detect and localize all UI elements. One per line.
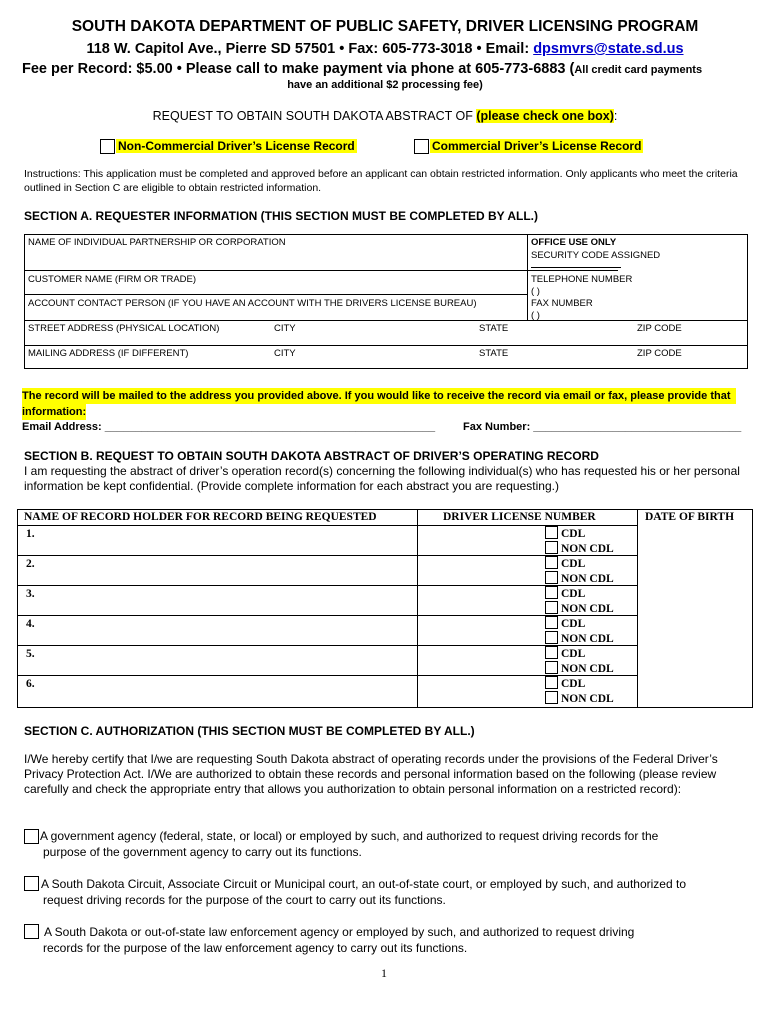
cdl-label: CDL	[561, 678, 586, 690]
fax-paren: ( )	[531, 310, 540, 321]
row-number: 2.	[26, 558, 35, 570]
license-type-option	[545, 676, 585, 691]
cdl-checkbox[interactable]	[545, 676, 558, 689]
license-type-option	[545, 631, 614, 646]
city-label: CITY	[274, 348, 296, 359]
non-cdl-label: NON CDL	[561, 633, 614, 645]
license-type-option	[545, 541, 614, 556]
account-contact-label: ACCOUNT CONTACT PERSON (IF YOU HAVE AN ACCOUNT WITH THE DRIVERS LICENSE BUREAU)	[28, 298, 477, 309]
license-type-option	[545, 526, 585, 541]
cdl-checkbox[interactable]	[545, 556, 558, 569]
cdl-label: CDL	[561, 588, 586, 600]
row-number: 5.	[26, 648, 35, 660]
gov-agency-checkbox[interactable]	[24, 829, 39, 844]
non-commercial-label: Non-Commercial Driver’s License Record	[118, 139, 355, 153]
email-address-field[interactable]: Email Address: ______________________________________________________	[22, 421, 436, 433]
email-link[interactable]: dpsmvrs@state.sd.us	[533, 41, 684, 57]
cdl-label: CDL	[561, 618, 586, 630]
non-cdl-label: NON CDL	[561, 543, 614, 555]
customer-name-label: CUSTOMER NAME (FIRM OR TRADE)	[28, 274, 197, 285]
security-code-line	[531, 267, 621, 268]
commercial-label: Commercial Driver’s License Record	[432, 139, 642, 153]
non-cdl-label: NON CDL	[561, 603, 614, 615]
law-enforcement-text: A South Dakota or out-of-state law enforcement agency or employed by such, and authorized to request driving	[44, 925, 635, 939]
non-cdl-checkbox[interactable]	[545, 541, 558, 554]
court-text-2: request driving records for the purpose of the court to carry out its functions.	[43, 893, 446, 907]
fax-label: FAX NUMBER	[531, 298, 593, 309]
court-checkbox[interactable]	[24, 876, 39, 891]
street-address-label: STREET ADDRESS (PHYSICAL LOCATION)	[28, 323, 220, 334]
cdl-checkbox[interactable]	[545, 646, 558, 659]
divider	[637, 510, 638, 707]
requester-info-table	[24, 234, 748, 369]
section-b-text: I am requesting the abstract of driver’s operation record(s) concerning the following individual(s) who has requested his or her personal information be kept confidential. (Provide complete information for each abstract you are requesting.)	[24, 464, 740, 493]
section-b-title: SECTION B. REQUEST TO OBTAIN SOUTH DAKOTA ABSTRACT OF DRIVER’S OPERATING RECORD	[24, 449, 599, 463]
non-cdl-label: NON CDL	[561, 573, 614, 585]
license-type-option	[545, 661, 614, 676]
address-fax-text: 118 W. Capitol Ave., Pierre SD 57501 • Fax: 605-773-3018 • Email:	[86, 41, 534, 57]
divider	[527, 235, 528, 321]
col-license-header: DRIVER LICENSE NUMBER	[443, 511, 596, 523]
col-name-header: NAME OF RECORD HOLDER FOR RECORD BEING REQUESTED	[24, 511, 377, 523]
telephone-paren: ( )	[531, 286, 540, 297]
mail-notice-line1: The record will be mailed to the address you provided above. If you would like to receive the record via email or fax, please provide that	[22, 388, 736, 404]
contact-line	[0, 41, 770, 57]
commercial-checkbox[interactable]	[414, 139, 429, 154]
section-a-title: SECTION A. REQUESTER INFORMATION (THIS SECTION MUST BE COMPLETED BY ALL.)	[24, 209, 539, 223]
fee-text: Fee per Record: $5.00 • Please call to make payment via phone at 605-773-6883 (	[22, 61, 575, 77]
instructions: Instructions: This application must be completed and approved before an applicant can obtain restricted information. Only applicants who meet the criteria outlined in Section C are eligible to obtain restricted information.	[24, 168, 738, 194]
request-prefix: REQUEST TO OBTAIN SOUTH DAKOTA ABSTRACT OF	[152, 109, 477, 123]
divider	[25, 270, 527, 271]
request-suffix: :	[613, 109, 618, 123]
divider	[25, 294, 527, 295]
non-cdl-checkbox[interactable]	[545, 601, 558, 614]
license-type-option	[545, 556, 585, 571]
row-number: 1.	[26, 528, 35, 540]
non-cdl-label: NON CDL	[561, 693, 614, 705]
page-number: 1	[381, 966, 387, 980]
license-type-option	[545, 586, 585, 601]
divider	[417, 510, 418, 707]
non-commercial-checkbox[interactable]	[100, 139, 115, 154]
section-c-title: SECTION C. AUTHORIZATION (THIS SECTION MUST BE COMPLETED BY ALL.)	[24, 724, 475, 738]
license-type-option	[545, 571, 614, 586]
cdl-label: CDL	[561, 528, 586, 540]
mailing-address-label: MAILING ADDRESS (IF DIFFERENT)	[28, 348, 189, 359]
cdl-checkbox[interactable]	[545, 616, 558, 629]
telephone-label: TELEPHONE NUMBER	[531, 274, 633, 285]
license-type-option	[545, 691, 614, 706]
col-dob-header: DATE OF BIRTH	[645, 511, 735, 523]
non-cdl-checkbox[interactable]	[545, 691, 558, 704]
divider	[25, 320, 747, 321]
law-enforcement-text-2: records for the purpose of the law enforcement agency to carry out its functions.	[43, 941, 468, 955]
cdl-label: CDL	[561, 558, 586, 570]
request-line	[0, 109, 770, 123]
fax-number-field[interactable]: Fax Number: __________________________________	[463, 421, 742, 433]
court-text: A South Dakota Circuit, Associate Circuit or Municipal court, an out-of-state court, or employed by such, and authorized to	[41, 877, 686, 891]
zip-label: ZIP CODE	[637, 323, 682, 334]
divider	[25, 345, 747, 346]
fee-line	[22, 61, 702, 77]
section-c-intro: I/We hereby certify that I/we are requesting South Dakota abstract of operating records under the provisions of the Federal Driver’s Privacy Protection Act. I/We are authorized to obtain these records and personal information based on the following (please review carefully and check the appropriate entry that allows you authorization to obtain personal information on a restricted record):	[24, 752, 718, 796]
state-label: STATE	[479, 348, 509, 359]
fee-line-2: have an additional $2 processing fee)	[287, 79, 483, 91]
license-type-option	[545, 616, 585, 631]
license-type-option	[545, 601, 614, 616]
cdl-checkbox[interactable]	[545, 526, 558, 539]
license-type-option	[545, 646, 585, 661]
gov-agency-text: A government agency (federal, state, or local) or employed by such, and authorized to request driving records for the	[40, 829, 659, 843]
row-number: 3.	[26, 588, 35, 600]
non-cdl-checkbox[interactable]	[545, 661, 558, 674]
state-label: STATE	[479, 323, 509, 334]
zip-label: ZIP CODE	[637, 348, 682, 359]
request-highlight: (please check one box)	[476, 109, 614, 123]
mail-notice-line2: information:	[22, 406, 87, 418]
cdl-label: CDL	[561, 648, 586, 660]
cdl-checkbox[interactable]	[545, 586, 558, 599]
city-label: CITY	[274, 323, 296, 334]
security-code-label: SECURITY CODE ASSIGNED	[531, 250, 661, 261]
non-cdl-label: NON CDL	[561, 663, 614, 675]
record-request-table	[17, 509, 753, 708]
divider	[528, 270, 618, 271]
fee-small-text: All credit card payments	[574, 64, 703, 76]
row-number: 4.	[26, 618, 35, 630]
non-cdl-checkbox[interactable]	[545, 631, 558, 644]
form-title: SOUTH DAKOTA DEPARTMENT OF PUBLIC SAFETY, DRIVER LICENSING PROGRAM	[71, 18, 699, 35]
gov-agency-text-2: purpose of the government agency to carry out its functions.	[43, 845, 362, 859]
law-enforcement-checkbox[interactable]	[24, 924, 39, 939]
name-label: NAME OF INDIVIDUAL PARTNERSHIP OR CORPORATION	[28, 237, 286, 248]
row-number: 6.	[26, 678, 35, 690]
non-cdl-checkbox[interactable]	[545, 571, 558, 584]
office-use-label: OFFICE USE ONLY	[531, 237, 617, 248]
